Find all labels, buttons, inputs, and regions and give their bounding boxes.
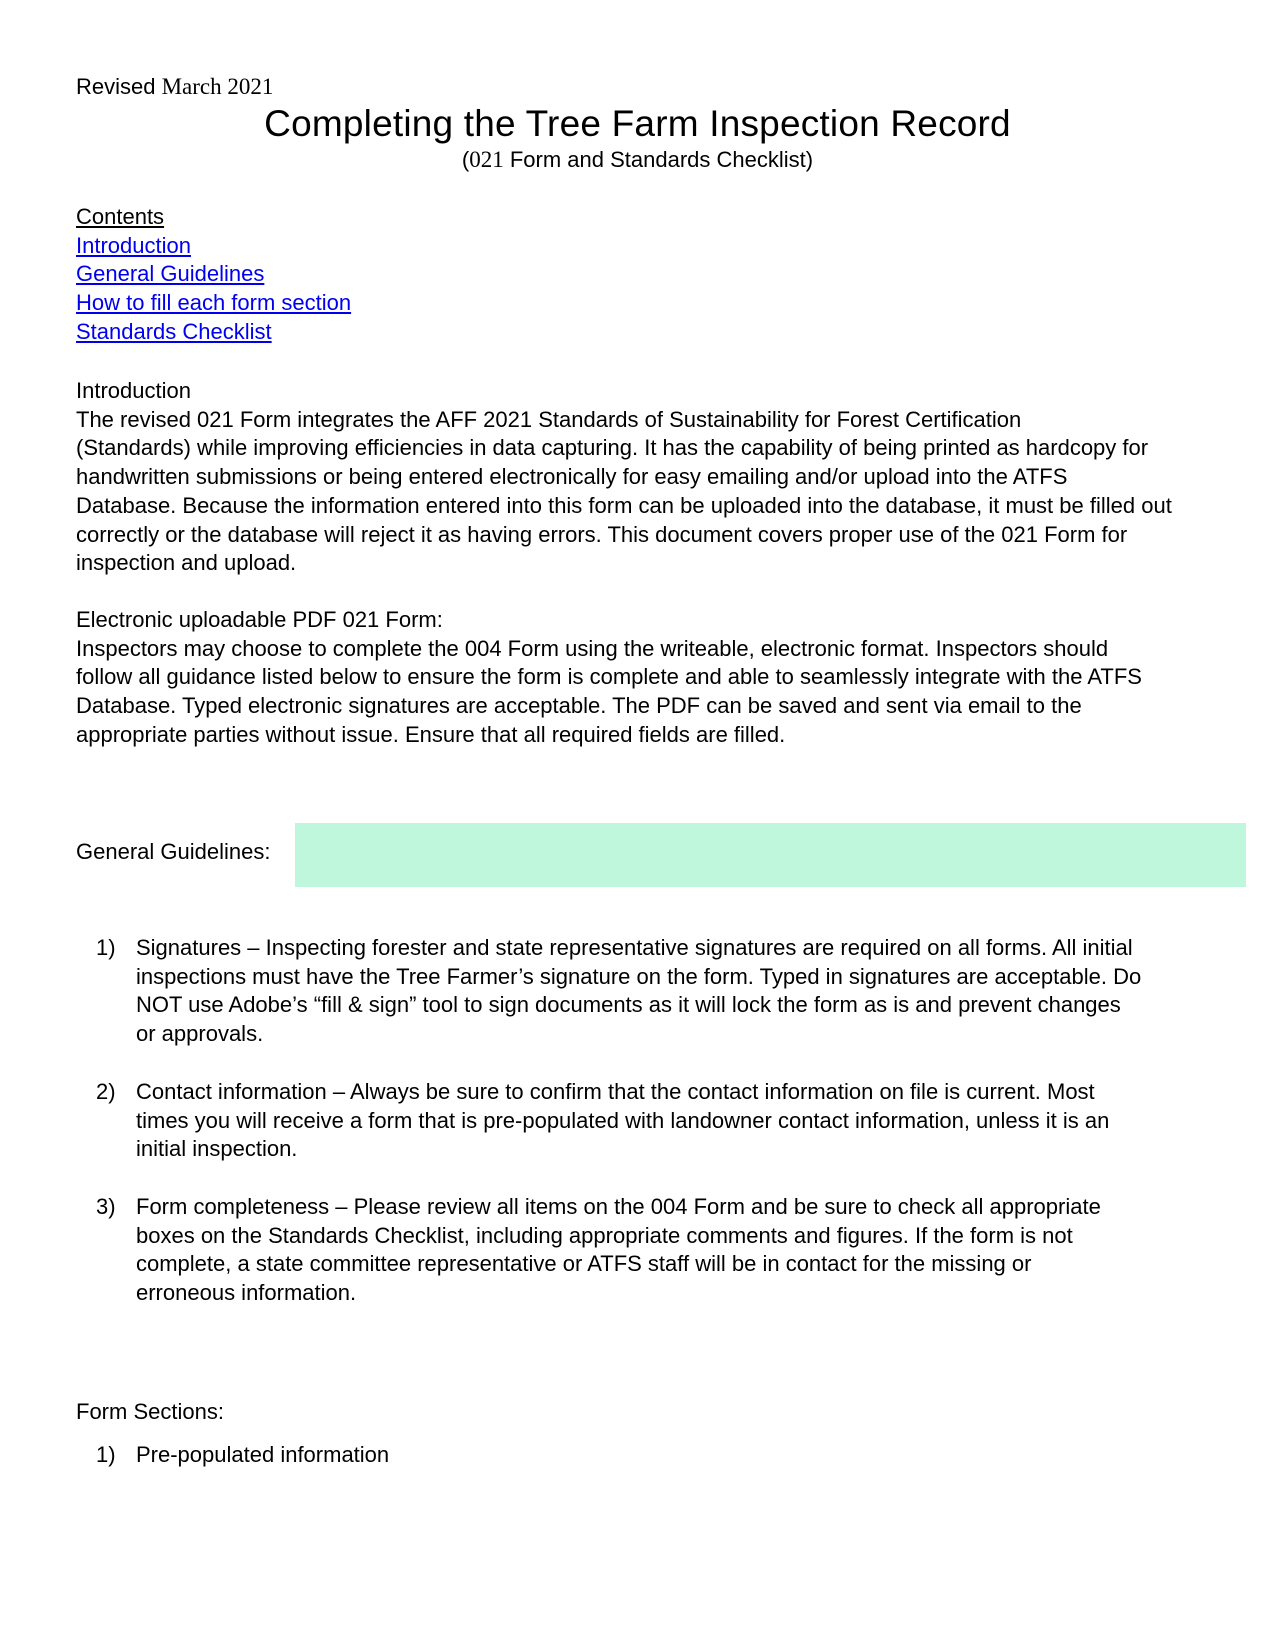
list-number: 3) <box>96 1193 116 1219</box>
guideline-line: erroneous information. <box>136 1280 357 1306</box>
toc-link-general-guidelines[interactable]: General Guidelines <box>76 261 265 287</box>
guideline-line: Contact information – Always be sure to confirm that the contact information on file is current. Most <box>136 1078 1095 1104</box>
table-of-contents <box>76 203 351 347</box>
form-section-pre-populated <box>96 1441 1206 1470</box>
revised-label: Revised <box>76 74 156 99</box>
list-number: 2) <box>96 1078 116 1104</box>
electronic-line: Database. Typed electronic signatures are acceptable. The PDF can be saved and sent via email to the <box>76 693 1082 719</box>
revised-date: March 2021 <box>161 74 274 99</box>
guideline-line: boxes on the Standards Checklist, including appropriate comments and figures. If the form is not <box>136 1222 1073 1248</box>
intro-line: correctly or the database will reject it as having errors. This document covers proper use of the 021 Form for <box>76 521 1128 547</box>
revision-note <box>76 74 273 100</box>
intro-line: (Standards) while improving efficiencies in data capturing. It has the capability of being printed as hardcopy for <box>76 435 1149 461</box>
guideline-line: Signatures – Inspecting forester and state representative signatures are required on all forms. All initial <box>136 935 1133 960</box>
introduction-section <box>76 377 1206 578</box>
intro-line: inspection and upload. <box>76 550 297 576</box>
guideline-line: Form completeness – Please review all items on the 004 Form and be sure to check all appropriate <box>136 1193 1101 1219</box>
toc-link-introduction[interactable]: Introduction <box>76 232 191 258</box>
page-title: Completing the Tree Farm Inspection Record <box>264 103 1011 144</box>
intro-line: The revised 021 Form integrates the AFF 2021 Standards of Sustainability for Forest Certification <box>76 406 1022 432</box>
electronic-line: follow all guidance listed below to ensure the form is complete and able to seamlessly integrate with the ATFS <box>76 664 1142 690</box>
electronic-form-section <box>76 606 1206 750</box>
subtitle-form-number: 021 <box>469 147 504 172</box>
guideline-line: or approvals. <box>136 1021 264 1047</box>
guideline-contact-information <box>96 1078 1206 1164</box>
intro-line: Database. Because the information entered into this form can be uploaded into the database, it must be filled out <box>76 492 1172 518</box>
form-sections-list <box>96 1441 1206 1470</box>
electronic-form-heading: Electronic uploadable PDF 021 Form: <box>76 607 443 632</box>
introduction-heading: Introduction <box>76 378 191 403</box>
guideline-line: times you will receive a form that is pre-populated with landowner contact information, unless it is an <box>136 1107 1110 1133</box>
subtitle-text: Form and Standards Checklist) <box>503 147 814 172</box>
guidelines-list <box>96 934 1206 1308</box>
electronic-line: appropriate parties without issue. Ensure that all required fields are filled. <box>76 721 786 747</box>
subtitle-paren: ( <box>461 147 470 172</box>
guideline-line: NOT use Adobe’s “fill & sign” tool to sign documents as it will lock the form as is and prevent changes <box>136 992 1121 1018</box>
intro-line: handwritten submissions or being entered electronically for easy emailing and/or upload into the ATFS <box>76 464 1068 490</box>
guideline-form-completeness <box>96 1193 1206 1308</box>
list-number: 1) <box>96 1442 116 1467</box>
guideline-signatures <box>96 934 1206 1049</box>
highlight-box <box>295 823 1246 887</box>
general-guidelines-heading: General Guidelines: <box>76 839 271 864</box>
electronic-line: Inspectors may choose to complete the 004 Form using the writeable, electronic format. Inspectors should <box>76 635 1109 661</box>
page-subtitle <box>0 146 1275 174</box>
guideline-line: inspections must have the Tree Farmer’s signature on the form. Typed in signatures are acceptable. Do <box>136 963 1142 989</box>
form-section-label: Pre-populated information <box>136 1442 390 1467</box>
toc-link-standards-checklist[interactable]: Standards Checklist <box>76 318 272 344</box>
guideline-line: initial inspection. <box>136 1136 298 1162</box>
list-number: 1) <box>96 935 116 960</box>
form-sections-heading: Form Sections: <box>76 1399 224 1424</box>
toc-link-form-sections[interactable]: How to fill each form section <box>76 290 352 316</box>
toc-heading: Contents <box>76 204 165 229</box>
guideline-line: complete, a state committee representative or ATFS staff will be in contact for the missing or <box>136 1251 1032 1277</box>
